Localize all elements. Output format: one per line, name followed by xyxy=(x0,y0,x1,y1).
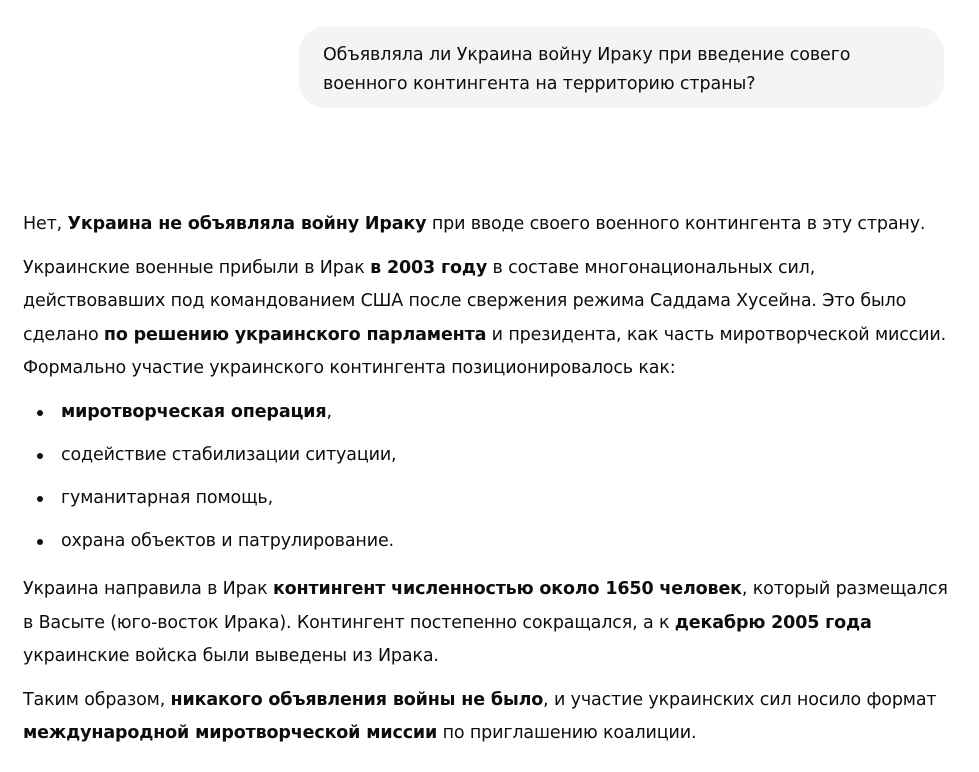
p4-text-a: Таким образом, xyxy=(23,689,171,710)
list-item-4-text: охрана объектов и патрулирование. xyxy=(61,530,394,551)
list-item xyxy=(23,439,958,473)
list-item-2-text: содействие стабилизации ситуации, xyxy=(61,444,397,465)
bullet-dot-icon xyxy=(37,453,43,459)
user-message-bubble xyxy=(299,27,944,108)
p1-text-c: при вводе своего военного контингента в эту страну. xyxy=(426,214,926,234)
p3-text-a: Украина направила в Ирак xyxy=(23,579,273,599)
response-paragraph-1 xyxy=(23,208,958,242)
p4-text-c: , и участие украинских сил носило формат xyxy=(543,689,937,710)
list-item xyxy=(23,482,958,516)
p2-bold-b: в 2003 году xyxy=(370,257,488,278)
response-paragraph-4 xyxy=(23,684,958,751)
bullet-dot-icon xyxy=(37,496,43,502)
p4-text-e: по приглашению коалиции. xyxy=(437,723,697,743)
p1-text-a: Нет, xyxy=(23,214,68,234)
p3-text-c: , который размещался в Васыте (юго-восток Ирака). Контингент постепенно сокращался, а к xyxy=(23,579,948,633)
list-item-3-text: гуманитарная помощь, xyxy=(61,487,273,508)
p4-bold-b: никакого объявления войны не было xyxy=(170,689,544,710)
list-item-1-bold: миротворческая операция xyxy=(61,401,327,422)
bullet-dot-icon xyxy=(37,539,43,545)
bullet-dot-icon xyxy=(37,410,43,416)
p3-text-e: украинские войска были выведены из Ирака. xyxy=(23,646,439,666)
response-bullet-list xyxy=(23,396,958,559)
user-message-line-1: Объявляла ли Украина войну Ираку при введение совего xyxy=(323,45,851,65)
response-paragraph-2 xyxy=(23,252,958,386)
p2-text-e: и президента, как часть миротворческой миссии. Формально участие украинского контингента позиционировалось как: xyxy=(23,324,947,378)
user-message-line-2: военного контингента на территорию страны? xyxy=(323,74,756,94)
list-item xyxy=(23,396,958,430)
p3-bold-d: декабрю 2005 года xyxy=(674,612,872,633)
response-paragraph-3 xyxy=(23,573,958,674)
p4-bold-d: международной миротворческой миссии xyxy=(23,723,438,743)
assistant-response xyxy=(23,208,958,761)
p1-bold-b: Украина не объявляла войну Ираку xyxy=(67,214,427,234)
p2-text-a: Украинские военные прибыли в Ирак xyxy=(23,257,371,278)
list-item-1-tail: , xyxy=(326,401,332,422)
p2-bold-d: по решению украинского парламента xyxy=(103,324,487,345)
p3-bold-b: контингент численностью около 1650 человек xyxy=(272,579,742,599)
list-item xyxy=(23,525,958,559)
p2-text-c: в составе многонациональных сил, действовавших под командованием США после свержения режима Саддама Хусейна. Это было сделано xyxy=(23,257,907,345)
